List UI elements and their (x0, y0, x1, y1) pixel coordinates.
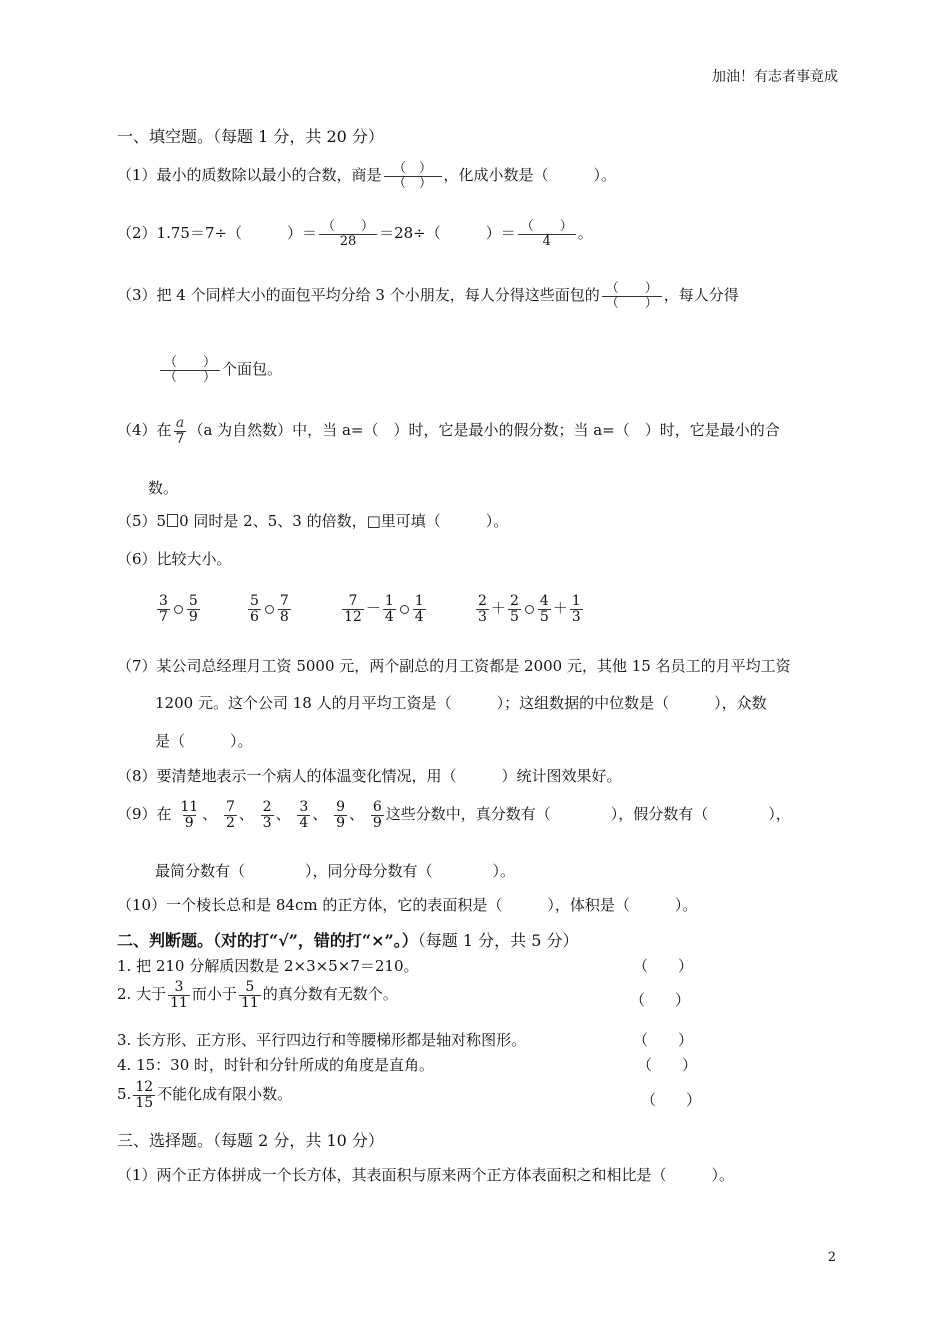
judge-paren-3: （ ） (633, 1031, 694, 1049)
question-1-4: （4）在 $\frac{a}{7}$ （a 为自然数）中，当 a=（ ）时，它是最小的假分数；当 a=（ ）时，它是最小的合 (117, 415, 780, 447)
question-1-7: （7）某公司总经理月工资 5000 元，两个副总的月工资都是 2000 元，其他 15 名员工的月平均工资 (117, 657, 791, 675)
judge-item-5: 5. $\frac{12}{15}$ 不能化成有限小数。 (117, 1079, 293, 1111)
section-3-title: 三、选择题。（每题 2 分，共 10 分） (117, 1131, 384, 1150)
judge-item-2: 2. 大于 $\frac{3}{11}$ 而小于 $\frac{5}{11}$ 的真分数有无数个。 (117, 979, 398, 1011)
question-1-9: （9）在 $\frac{11}{9}$ 、 $\frac{7}{2}$ 、 $\frac{2}{3}$ 、 $\frac{3}{4}$ 、 $\frac{9}{9}$ 、 $\frac{6}{9}$ 这些分数中，真分数有（ ），假分数有（ ）， (117, 799, 791, 831)
judge-paren-1: （ ） (633, 957, 694, 975)
question-1-7-line2: 1200 元。这个公司 18 人的月平均工资是（ ）；这组数据的中位数是（ ），众数 (155, 694, 767, 712)
question-1-3: （3）把 4 个同样大小的面包平均分给 3 个小朋友，每人分得这些面包的 $\frac{( )}{( )}$ ，每人分得 (117, 281, 739, 311)
judge-paren-4: （ ） (637, 1056, 698, 1074)
judge-item-4: 4. 15：30 时，时针和分针所成的角度是直角。 (117, 1056, 435, 1074)
question-1-5: （5）5 0 同时是 2、5、3 的倍数，□里可填（ ）。 (117, 512, 509, 530)
compare-circle-icon (525, 605, 534, 614)
judge-item-3: 3. 长方形、正方形、平行四边行和等腰梯形都是轴对称图形。 (117, 1031, 527, 1049)
section-2-title: 二、判断题。（对的打“√”，错的打“×”。）（每题 1 分，共 5 分） (117, 931, 579, 950)
compare-3: $\frac{7}{12}$ － $\frac{1}{4}$ $\frac{1}{4}$ (344, 593, 424, 625)
question-1-8: （8）要清楚地表示一个病人的体温变化情况，用（ ）统计图效果好。 (117, 767, 622, 785)
judge-paren-5: （ ） (641, 1091, 702, 1109)
compare-circle-icon (265, 605, 274, 614)
judge-paren-2: （ ） (630, 991, 691, 1009)
blank-fraction: $\frac{( )}{( )}$ (384, 162, 442, 190)
question-1-3-cont: $\frac{( )}{( )}$ 个面包。 (158, 356, 282, 384)
compare-circle-icon (400, 605, 409, 614)
question-1-1: （1）最小的质数除以最小的合数，商是 $\frac{( )}{( )}$ ，化成小数是（ ）。 (117, 161, 617, 191)
header-motto: 加油！有志者事竟成 (712, 69, 838, 85)
question-1-4-cont: 数。 (148, 479, 179, 497)
question-1-7-line3: 是（ ）。 (155, 732, 253, 750)
judge-item-1: 1. 把 210 分解质因数是 2×3×5×7＝210。 (117, 957, 419, 975)
choice-question-1: （1）两个正方体拼成一个长方体，其表面积与原来两个正方体表面积之和相比是（ ）。 (117, 1166, 735, 1184)
question-1-9-cont: 最简分数有（ ），同分母分数有（ ）。 (155, 862, 516, 880)
square-blank-icon (167, 514, 178, 527)
compare-circle-icon (174, 605, 183, 614)
section-1-title: 一、填空题。（每题 1 分，共 20 分） (117, 127, 384, 146)
question-1-6: （6）比较大小。 (117, 550, 232, 568)
compare-1: $\frac{3}{7}$ $\frac{5}{9}$ (159, 593, 198, 625)
page-number: 2 (827, 1250, 836, 1265)
question-1-10: （10）一个棱长总和是 84cm 的正方体，它的表面积是（ ），体积是（ ）。 (117, 896, 698, 914)
compare-4: $\frac{2}{3}$ ＋ $\frac{2}{5}$ $\frac{4}{5}$ ＋ $\frac{1}{3}$ (478, 593, 581, 625)
compare-2: $\frac{5}{6}$ $\frac{7}{8}$ (250, 593, 289, 625)
question-1-2: （2）1.75＝7÷（ ）＝ $\frac{( )}{28}$ ＝28÷（ ）＝ $\frac{( )}{4}$ 。 (117, 219, 593, 249)
